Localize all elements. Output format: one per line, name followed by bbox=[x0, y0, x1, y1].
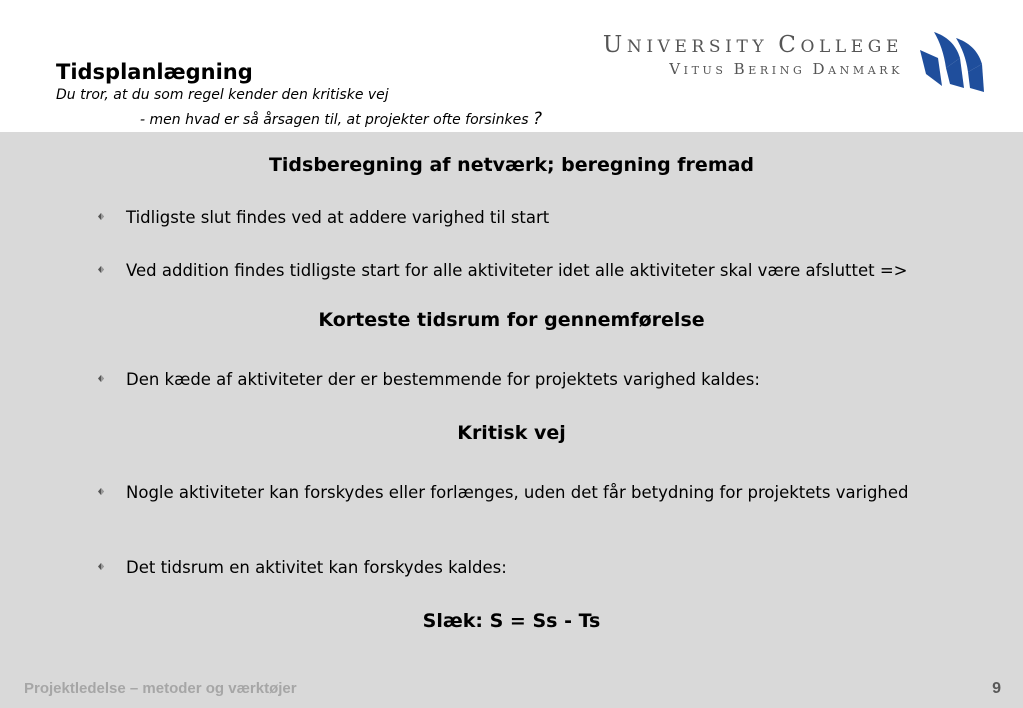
logo-cap-d: D bbox=[812, 60, 829, 78]
logo-cap-v: V bbox=[669, 60, 684, 78]
ship-sails-logo-icon bbox=[916, 28, 988, 96]
logo-cap-u: U bbox=[602, 32, 627, 58]
slide-header bbox=[0, 0, 1023, 132]
heading-shortest-time: Korteste tidsrum for gennemførelse bbox=[318, 309, 705, 331]
list-item-text: Det tidsrum en aktivitet kan forskydes kaldes: bbox=[126, 558, 507, 577]
list-item-text: Den kæde af aktiviteter der er bestemmende for projektets varighed kaldes: bbox=[126, 370, 760, 389]
logo-text-ering: ERING bbox=[748, 64, 806, 77]
logo-cap-c: C bbox=[778, 32, 801, 58]
logo-text-itus: ITUS bbox=[683, 64, 727, 77]
page-number: 9 bbox=[992, 680, 1001, 697]
footer-course-title: Projektledelse – metoder og værktøjer bbox=[24, 680, 297, 697]
list-item-text: Tidligste slut findes ved at addere varighed til start bbox=[126, 208, 550, 227]
heading-network-calc: Tidsberegning af netværk; beregning fremad bbox=[268, 154, 755, 176]
bullet-diamond-icon bbox=[98, 563, 104, 570]
list-item bbox=[98, 482, 918, 504]
bullet-diamond-icon bbox=[98, 488, 104, 495]
slide-content bbox=[0, 132, 1023, 708]
heading-critical-path: Kritisk vej bbox=[457, 422, 566, 444]
logo-text-niversity: NIVERSITY bbox=[626, 37, 769, 57]
logo-text-anmark: ANMARK bbox=[828, 64, 903, 77]
slide-subtitle-continued bbox=[140, 109, 542, 129]
bullet-diamond-icon bbox=[98, 213, 104, 220]
logo-line-vitus-bering bbox=[603, 60, 903, 78]
list-item bbox=[98, 369, 918, 391]
list-item bbox=[98, 557, 918, 579]
logo-cap-b: B bbox=[733, 60, 749, 78]
slide-title: Tidsplanlægning bbox=[56, 60, 253, 84]
bullet-diamond-icon bbox=[98, 266, 104, 273]
slide-subtitle: Du tror, at du som regel kender den kritiske vej bbox=[56, 87, 389, 103]
list-item-text: Nogle aktiviteter kan forskydes eller forlænges, uden det får betydning for projektets varighed bbox=[126, 483, 909, 502]
list-item bbox=[98, 207, 918, 229]
list-item-text: Ved addition findes tidligste start for alle aktiviteter idet alle aktiviteter skal være afsluttet => bbox=[126, 261, 908, 280]
slide-subtitle-continued-text: - men hvad er så årsagen til, at projekter ofte forsinkes bbox=[140, 112, 529, 128]
university-logo-text bbox=[603, 32, 903, 78]
bullet-diamond-icon bbox=[98, 375, 104, 382]
logo-line-university-college bbox=[603, 32, 903, 58]
logo-text-ollege: OLLEGE bbox=[800, 37, 903, 57]
heading-slack-formula: Slæk: S = Ss - Ts bbox=[422, 610, 601, 632]
list-item bbox=[98, 260, 918, 282]
question-mark: ? bbox=[532, 109, 542, 129]
